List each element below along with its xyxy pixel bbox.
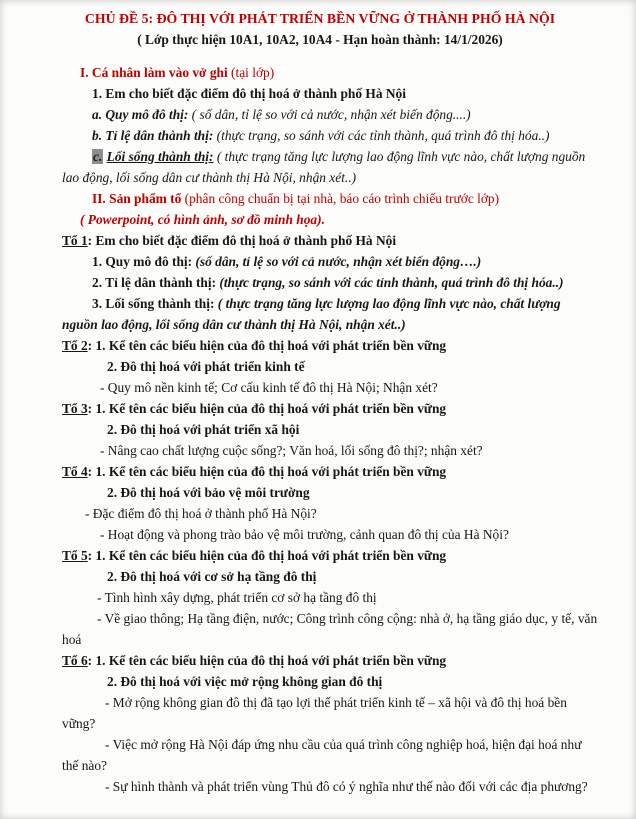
to6-line3: - Mở rộng không gian đô thị đã tạo lợi thế phát triển kinh tế – xã hội và đô thị hoá bền vững? [62, 695, 567, 731]
to4-line4: - Hoạt động và phong trào bảo vệ môi trường, cảnh quan đô thị của Hà Nội? [100, 527, 509, 542]
section1-item1: 1. Em cho biết đặc điểm đô thị hoá ở thành phố Hà Nội [92, 86, 406, 101]
item-b-note: (thực trạng, so sánh với các tỉnh thành, quá trình đô thị hóa..) [216, 128, 550, 143]
to1-item3-note: ( thực trạng tăng lực lượng lao động lĩnh vực nào, chất lượng nguồn lao động, lối sống dân cư thành thị Hà Nội, nhận xét..) [62, 296, 561, 332]
to6-line4: - Việc mở rộng Hà Nội đáp ứng nhu cầu của quá trình công nghiệp hoá, hiện đại hoá như thế nào? [62, 737, 582, 773]
section1-item-c [62, 146, 598, 188]
to5-line1-rest: : 1. Kể tên các biểu hiện của đô thị hoá với phát triển bền vững [87, 548, 447, 563]
to1-heading-rest: : Em cho biết đặc điểm đô thị hoá ở thành phố Hà Nội [87, 233, 397, 248]
to2-label: Tổ 2 [62, 338, 88, 353]
to3-label: Tổ 3 [62, 401, 88, 416]
section1-item-b [62, 125, 598, 146]
to4-line3: - Đặc điểm đô thị hoá ở thành phố Hà Nội? [85, 506, 317, 521]
to6-line2: 2. Đô thị hoá với việc mở rộng không gian đô thị [107, 674, 383, 689]
section1-heading-main: I. Cá nhân làm vào vở ghi [80, 65, 232, 80]
to6-line1 [62, 650, 598, 671]
to2-line1-rest: : 1. Kể tên các biểu hiện của đô thị hoá với phát triển bền vững [87, 338, 447, 353]
to4-line1 [62, 461, 598, 482]
to1-item1-label: 1. Quy mô đô thị: [92, 254, 196, 269]
to2-line3: - Quy mô nền kinh tế; Cơ cấu kinh tế đô thị Hà Nội; Nhận xét? [100, 380, 438, 395]
item-c-highlight-marker: c. [93, 149, 103, 164]
to4-label: Tổ 4 [62, 464, 88, 479]
item-b-label: b. Tỉ lệ dân thành thị: [92, 128, 217, 143]
item-c-note: ( thực trạng tăng lực lượng lao động lĩnh vực nào, chất lượng nguồn lao động, lối sống dân cư thành thị Hà Nội, nhận xét..) [62, 149, 586, 185]
section2-heading-main: II. Sản phẩm tổ [92, 191, 185, 206]
to1-item2-note: (thực trạng, so sánh với các tỉnh thành, quá trình đô thị hóa..) [219, 275, 564, 290]
doc-title: CHỦ ĐỀ 5: ĐÔ THỊ VỚI PHÁT TRIỂN BỀN VỮNG Ở THÀNH PHỐ HÀ NỘI [84, 11, 556, 26]
to6-line5: - Sự hình thành và phát triển vùng Thủ đô có ý nghĩa như thế nào đối với các địa phương? [105, 779, 588, 794]
item-a-label: a. Quy mô đô thị: [92, 107, 192, 122]
to3-line1 [62, 398, 598, 419]
to3-line1-rest: : 1. Kể tên các biểu hiện của đô thị hoá với phát triển bền vững [87, 401, 447, 416]
to5-line3: - Tình hình xây dựng, phát triển cơ sở hạ tầng đô thị [97, 590, 377, 605]
to1-item2-label: 2. Tỉ lệ dân thành thị: [92, 275, 220, 290]
to1-heading [62, 230, 598, 251]
to1-item3-label: 3. Lối sống thành thị: [92, 296, 218, 311]
section1-heading-note: (tại lớp) [231, 65, 275, 80]
section2-heading [62, 188, 598, 209]
to4-line2: 2. Đô thị hoá với bảo vệ môi trường [107, 485, 310, 500]
doc-subtitle: ( Lớp thực hiện 10A1, 10A2, 10A4 - Hạn hoàn thành: 14/1/2026) [137, 32, 503, 47]
section2-heading-note: (phân công chuẩn bị tại nhà, báo cáo trình chiếu trước lớp) [184, 191, 500, 206]
to1-item1 [62, 251, 598, 272]
to5-line2: 2. Đô thị hoá với cơ sở hạ tầng đô thị [107, 569, 317, 584]
to1-label: Tổ 1 [62, 233, 88, 248]
to1-item3 [62, 293, 598, 335]
section1-heading [62, 62, 598, 83]
to5-label: Tổ 5 [62, 548, 88, 563]
to4-line1-rest: : 1. Kể tên các biểu hiện của đô thị hoá với phát triển bền vững [87, 464, 447, 479]
to3-line3: - Nâng cao chất lượng cuộc sống?; Văn hoá, lối sống đô thị?; nhận xét? [100, 443, 483, 458]
to6-line1-rest: : 1. Kể tên các biểu hiện của đô thị hoá với phát triển bền vững [87, 653, 447, 668]
section2-powerpoint-note: ( Powerpoint, có hình ảnh, sơ đồ minh họa). [80, 212, 325, 227]
to1-item2 [62, 272, 598, 293]
to1-item1-note: (số dân, tỉ lệ so với cả nước, nhận xét biến động….) [195, 254, 482, 269]
to6-label: Tổ 6 [62, 653, 88, 668]
to3-line2: 2. Đô thị hoá với phát triển xã hội [107, 422, 300, 437]
item-c-label: Lối sống thành thị: [106, 149, 214, 164]
item-a-note: ( số dân, tỉ lệ so với cả nước, nhận xét biến động....) [191, 107, 471, 122]
to2-line2: 2. Đô thị hoá với phát triển kinh tế [107, 359, 305, 374]
to2-line1 [62, 335, 598, 356]
to5-line1 [62, 545, 598, 566]
to5-line4: - Về giao thông; Hạ tầng điện, nước; Công trình công cộng: nhà ở, hạ tầng giáo dục, y tế, văn hoá [62, 611, 598, 647]
section1-item-a [62, 104, 598, 125]
